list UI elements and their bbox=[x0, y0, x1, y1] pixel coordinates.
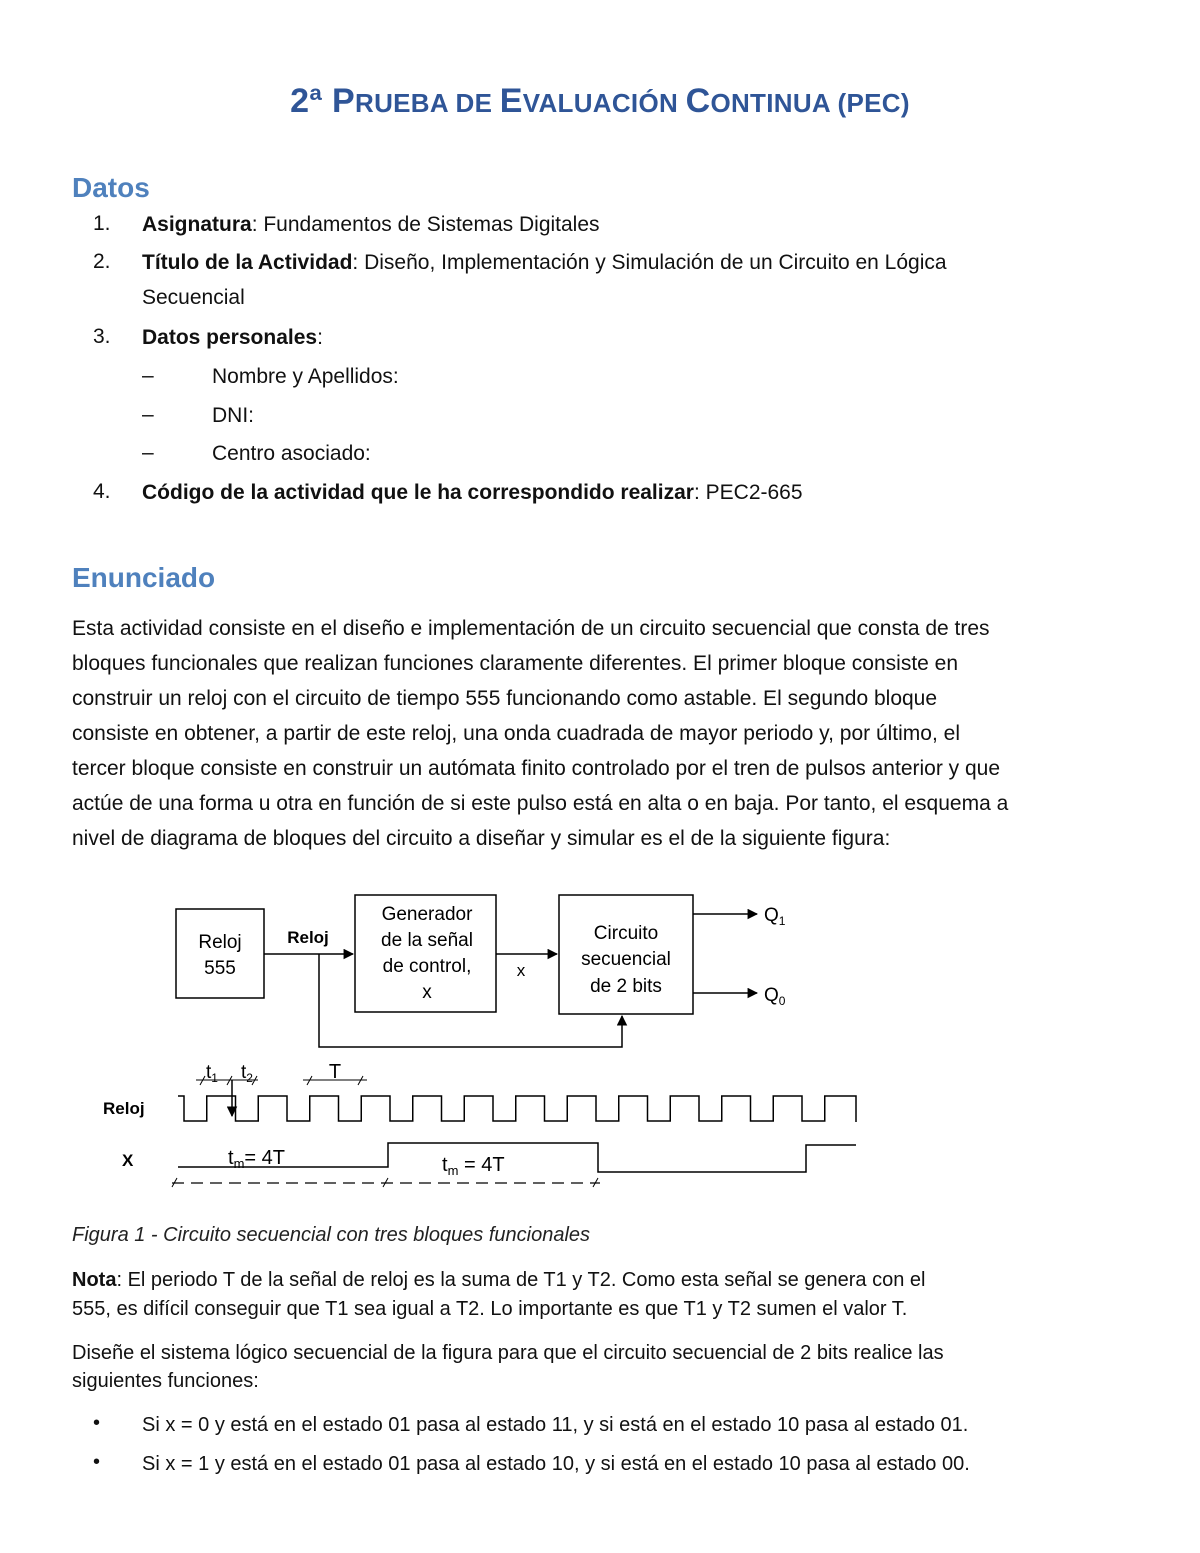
field-dni: DNI: bbox=[212, 404, 254, 427]
design-line-2: siguientes funciones: bbox=[72, 1370, 259, 1392]
wire-label-x: x bbox=[516, 961, 526, 980]
period-label: T bbox=[328, 1061, 342, 1083]
enunciado-paragraph bbox=[72, 611, 1132, 856]
dash-marker: – bbox=[142, 403, 154, 426]
block-text: Reloj bbox=[198, 932, 242, 953]
output-q0-label: $Q_0$ bbox=[764, 985, 786, 1008]
paragraph-line: bloques funcionales que realizan funciones claramente diferentes. El primer bloque consiste en bbox=[72, 652, 959, 675]
block-text: Circuito bbox=[593, 923, 659, 944]
section-heading-enunciado: Enunciado bbox=[72, 562, 216, 593]
clock-555-block bbox=[176, 909, 264, 998]
block-text: x bbox=[422, 982, 432, 1003]
block-text: de 2 bits bbox=[590, 976, 662, 997]
paragraph-line: actúe de una forma u otra en función de si este pulso está en alta o en baja. Por tanto, el esquema a bbox=[72, 792, 1009, 815]
tm-label-2: $t_m = 4T$ bbox=[442, 1154, 505, 1178]
paragraph-line: construir un reloj con el circuito de tiempo 555 funcionando como astable. El segundo bloque bbox=[72, 687, 938, 710]
paragraph-line: Esta actividad consiste en el diseño e implementación de un circuito secuencial que consta de tres bbox=[72, 617, 990, 640]
figure-caption: Figura 1 - Circuito secuencial con tres bloques funcionales bbox=[72, 1224, 591, 1246]
field-centro: Centro asociado: bbox=[212, 442, 371, 465]
bullet-mark: • bbox=[93, 1412, 101, 1434]
list-number: 1. bbox=[93, 212, 111, 235]
nota-line-1: Nota: El periodo T de la señal de reloj es la suma de T1 y T2. Como esta señal se genera con el bbox=[72, 1269, 926, 1291]
output-q1-label: $Q_1$ bbox=[764, 905, 786, 928]
clock-waveform bbox=[178, 1096, 856, 1122]
block-diagram-figure bbox=[0, 880, 1200, 1200]
list-item-codigo: Código de la actividad que le ha correspondido realizar: PEC2-665 bbox=[142, 481, 803, 504]
design-line-1: Diseñe el sistema lógico secuencial de la figura para que el circuito secuencial de 2 bits realice las bbox=[72, 1342, 944, 1364]
block-text: secuencial bbox=[581, 949, 671, 970]
list-item-titulo: Título de la Actividad: Diseño, Implementación y Simulación de un Circuito en Lógica bbox=[142, 251, 947, 274]
bullet-item: Si x = 0 y está en el estado 01 pasa al estado 11, y si está en el estado 10 pasa al estado 01. bbox=[142, 1414, 969, 1436]
wave-label-reloj: Reloj bbox=[103, 1099, 145, 1118]
list-number: 2. bbox=[93, 250, 111, 273]
block-text: 555 bbox=[204, 958, 236, 979]
page-title: 2ª PRUEBA DE EVALUACIÓN CONTINUA (PEC) bbox=[290, 82, 910, 120]
wave-label-x: X bbox=[122, 1151, 134, 1170]
list-number: 3. bbox=[93, 325, 111, 348]
bullet-mark: • bbox=[93, 1451, 101, 1473]
list-number: 4. bbox=[93, 480, 111, 503]
paragraph-line: tercer bloque consiste en construir un autómata finito controlado por el tren de pulsos anterior y que bbox=[72, 757, 1001, 780]
t1-label: $t_1$ bbox=[206, 1062, 218, 1085]
block-text: de la señal bbox=[381, 930, 473, 951]
list-item-datos-personales: Datos personales: bbox=[142, 326, 323, 349]
block-text: Generador bbox=[381, 904, 473, 925]
section-heading-datos: Datos bbox=[72, 172, 150, 203]
tm-label-1: $t_m= 4T$ bbox=[228, 1147, 285, 1171]
list-item-asignatura: Asignatura: Fundamentos de Sistemas Digitales bbox=[142, 213, 600, 236]
nota-line-2: 555, es difícil conseguir que T1 sea igual a T2. Lo importante es que T1 y T2 sumen el valor T. bbox=[72, 1298, 908, 1320]
paragraph-line: consiste en obtener, a partir de este reloj, una onda cuadrada de mayor periodo y, por último, el bbox=[72, 722, 960, 745]
paragraph-line: nivel de diagrama de bloques del circuito a diseñar y simular es el de la siguiente figura: bbox=[72, 827, 891, 850]
field-nombre: Nombre y Apellidos: bbox=[212, 365, 399, 388]
list-item-titulo-cont: Secuencial bbox=[142, 286, 245, 309]
t2-label: $t_2$ bbox=[241, 1062, 253, 1085]
dash-marker: – bbox=[142, 441, 154, 464]
wire-label-reloj: Reloj bbox=[287, 928, 329, 947]
bullet-item: Si x = 1 y está en el estado 01 pasa al estado 10, y si está en el estado 10 pasa al estado 00. bbox=[142, 1453, 970, 1475]
dash-marker: – bbox=[142, 364, 154, 387]
block-text: de control, bbox=[382, 956, 472, 977]
